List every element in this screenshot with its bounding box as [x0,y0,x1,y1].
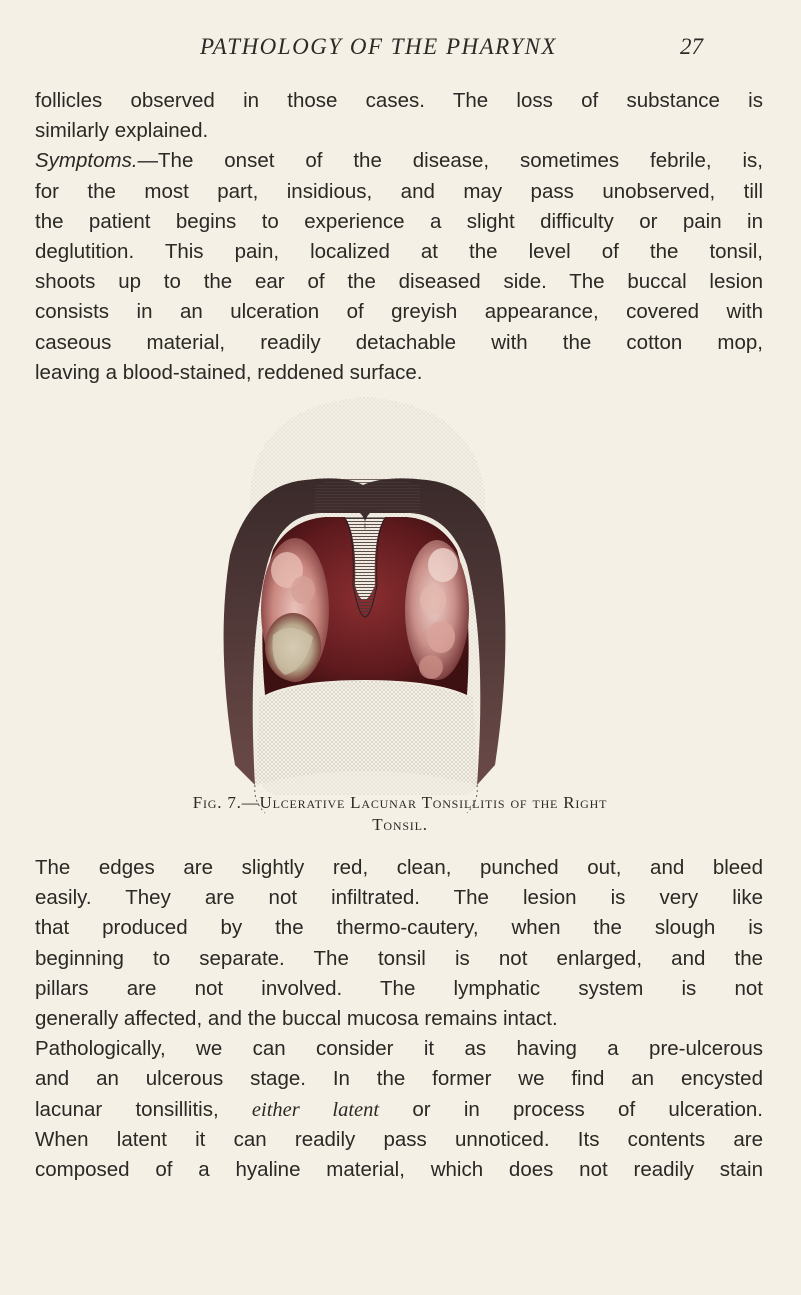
symptoms-heading: Symptoms. [35,149,138,173]
text-line: and an ulcerous stage. In the former we find an encysted [35,1067,763,1091]
text-line [35,1095,763,1125]
tongue [255,681,477,785]
text-line: Pathologically, we can consider it as having a pre-ulcerous [35,1037,763,1061]
text-line: The edges are slightly red, clean, punched out, and bleed [35,856,763,879]
pathology-paragraph [35,1034,763,1185]
text-line [35,146,763,176]
text-line: similarly explained. [35,119,209,143]
symptoms-lead: —The onset of the disease, sometimes febrile, is, [137,149,763,173]
figure-caption [60,792,740,836]
text-fragment: lacunar tonsillitis, [35,1097,252,1121]
text-line: that produced by the thermo-cautery, when the slough is [35,916,763,940]
bottom-paragraph [35,853,763,1034]
text-line: pillars are not involved. The lymphatic system is not [35,976,763,1000]
text-line: leaving a blood-stained, reddened surface. [35,360,423,384]
text-line: follicles observed in those cases. The loss of substance is [35,89,763,112]
text-line: easily. They are not infiltrated. The lesion is very like [35,886,763,910]
running-head [0,34,801,74]
top-paragraph [35,86,763,146]
right-tonsil-ulcerated [261,538,329,682]
left-tonsil [405,540,469,680]
page-number: 27 [680,34,703,59]
throat-illustration [195,385,535,815]
text-line: for the most part, insidious, and may pass unobserved, till [35,179,763,203]
text-line: beginning to separate. The tonsil is not enlarged, and the [35,946,763,970]
text-line: When latent it can readily pass unnoticed. Its contents are [35,1127,763,1151]
text-line: the patient begins to experience a slight difficulty or pain in [35,209,763,233]
text-line: generally affected, and the buccal mucosa remains intact. [35,1006,558,1030]
caption-line: Fig. 7.—Ulcerative Lacunar Tonsillitis of the Right [192,793,608,812]
text-line: shoots up to the ear of the diseased side. The buccal lesion [35,270,763,294]
text-line: deglutition. This pain, localized at the level of the tonsil, [35,239,763,263]
symptoms-paragraph [35,146,763,388]
caption-line: Tonsil. [372,815,428,834]
text-line: consists in an ulceration of greyish appearance, covered with [35,300,763,324]
italic-phrase: either latent [251,1098,380,1121]
text-line: composed of a hyaline material, which does not readily stain [35,1157,763,1181]
running-title: PATHOLOGY OF THE PHARYNX [200,34,557,59]
text-fragment: or in process of ulceration. [379,1097,763,1121]
text-line: caseous material, readily detachable with the cotton mop, [35,330,763,354]
